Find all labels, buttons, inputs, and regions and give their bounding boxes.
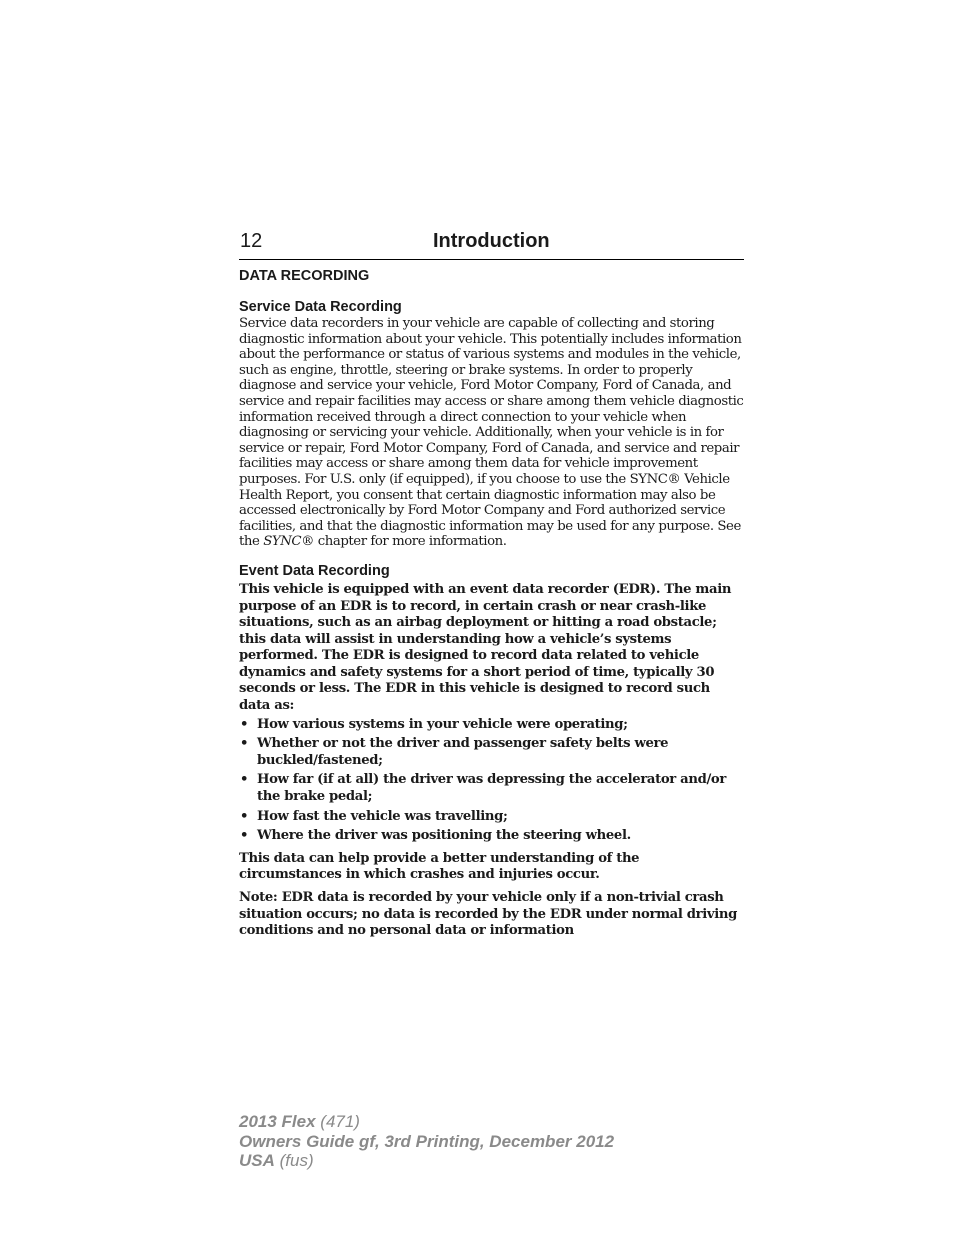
edr-summary-paragraph: This data can help provide a better understanding of the circumstances in which crashes and injuries occur.: [239, 850, 640, 883]
page-number: 12: [240, 230, 263, 252]
service-data-text: Service data recorders in your vehicle are capable of collecting and storing diagnostic information about your vehicle. This potentially includes information about the performance or status of various systems and modules in the vehicle, such as engine, throttle, steering or brake systems. In order to properly diagnose and service your vehicle, Ford Motor Company, Ford of Canada, and service and repair facilities may access or share among them vehicle diagnostic information received through a direct connection to your vehicle when diagnosing or servicing your vehicle. Additionally, when your vehicle is in for service or repair, Ford Motor Company, Ford of Canada, and service and repair facilities may access or share among them data for vehicle improvement purposes. For U.S. only (if equipped), if you choose to use the SYNC® Vehicle Health Report, you consent that certain diagnostic information may also be accessed electronically by Ford Motor Company and Ford authorized service facilities, and that the diagnostic information may be used for any purpose. See the: [239, 316, 744, 550]
edr-note-paragraph: Note: EDR data is recorded by your vehicle only if a non-trivial crash situation occurs; no data is recorded by the EDR under normal driving conditions and no personal data or information: [239, 890, 737, 939]
page-content: [239, 266, 745, 940]
list-item: • Where the driver was positioning the steering wheel.: [240, 828, 631, 844]
bullet-icon: •: [240, 772, 249, 788]
bullet-icon: •: [240, 828, 249, 844]
event-data-recording-heading: Event Data Recording: [239, 562, 390, 579]
edr-data-list: [239, 717, 745, 845]
page-header: [239, 229, 744, 260]
section-title: DATA RECORDING: [239, 268, 370, 284]
sync-chapter-reference: SYNC®: [263, 534, 314, 550]
list-item: • Whether or not the driver and passenger safety belts were buckled/fastened;: [240, 736, 669, 768]
service-data-recording-heading: Service Data Recording: [239, 299, 402, 315]
footer-model-line: 2013 Flex (471): [239, 1112, 360, 1131]
footer-printing-line: Owners Guide gf, 3rd Printing, December 2012: [239, 1131, 615, 1151]
list-item: • How various systems in your vehicle were operating;: [240, 716, 628, 732]
bullet-icon: •: [240, 716, 249, 732]
edr-intro-paragraph: This vehicle is equipped with an event data recorder (EDR). The main purpose of an EDR is to record, in certain crash or near crash-like situations, such as an airbag deployment or hitting a road obstacle; this data will assist in understanding how a vehicle’s systems performed. The EDR is designed to record data related to vehicle dynamics and safety systems for a short period of time, typically 30 seconds or less. The EDR in this vehicle is designed to record such data as:: [239, 581, 732, 714]
page-footer: [239, 1112, 614, 1171]
service-data-paragraph: [239, 316, 745, 550]
footer-region-line: USA (fus): [239, 1151, 314, 1170]
list-item: • How far (if at all) the driver was depressing the accelerator and/or the brake pedal;: [240, 772, 726, 805]
bullet-icon: •: [240, 736, 249, 752]
bullet-icon: •: [240, 808, 249, 824]
chapter-title: Introduction: [433, 230, 550, 252]
service-data-text-end: chapter for more information.: [313, 534, 507, 550]
list-item: • How fast the vehicle was travelling;: [240, 808, 508, 824]
